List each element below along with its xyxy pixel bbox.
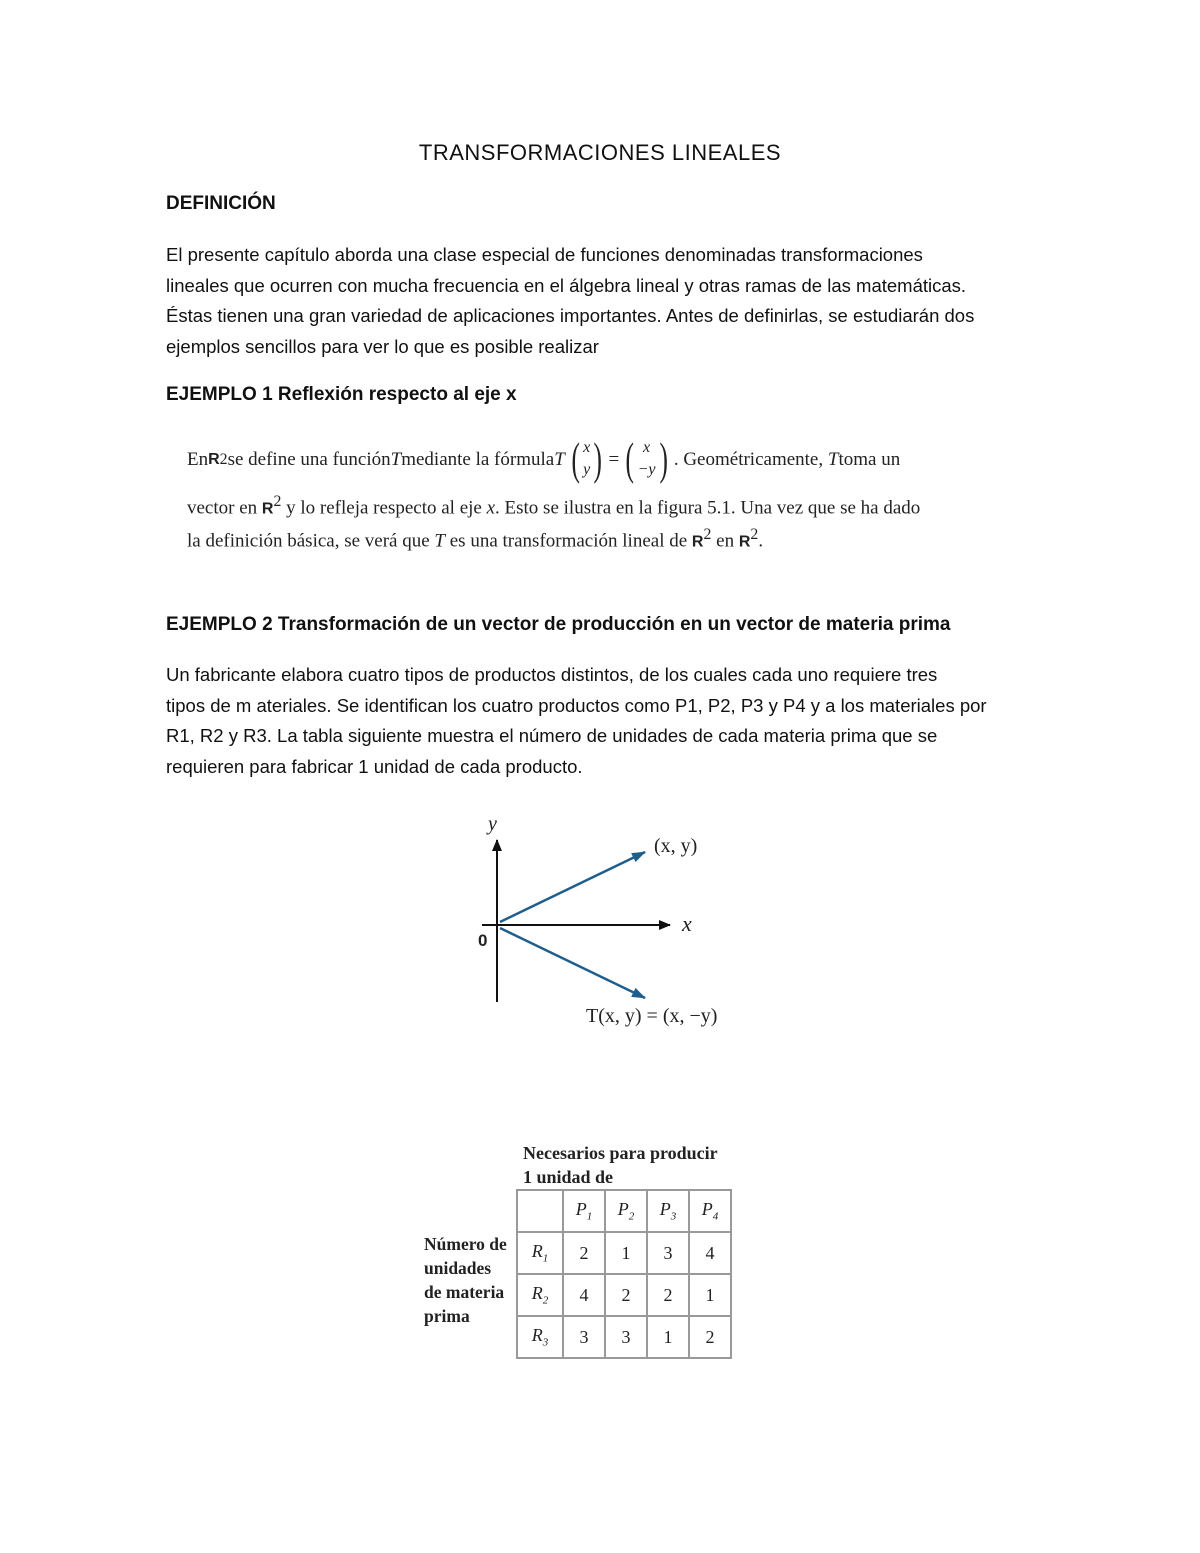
vector-entry: y bbox=[583, 461, 591, 478]
row-header-cell: $R_1$ bbox=[517, 1232, 563, 1274]
real-numbers-symbol: R bbox=[691, 533, 704, 551]
reflection-diagram bbox=[440, 810, 760, 1040]
example1-line-2 bbox=[187, 485, 987, 518]
reflection-figure bbox=[440, 810, 760, 1045]
definition-line: ejemplos sencillos para ver lo que es posible realizar bbox=[166, 335, 599, 357]
table-cell: 3 bbox=[605, 1316, 647, 1358]
text-segment: mediante la fórmula bbox=[401, 448, 555, 470]
example2-heading: EJEMPLO 2 Transformación de un vector de producción en un vector de materia prima bbox=[166, 614, 951, 635]
table-header-row bbox=[517, 1190, 731, 1232]
table-cell: 1 bbox=[605, 1232, 647, 1274]
math-symbol: T bbox=[390, 448, 402, 470]
row-header-line: unidades bbox=[424, 1258, 492, 1278]
y-axis-label: y bbox=[488, 813, 497, 835]
vector-xy bbox=[500, 852, 645, 922]
example2-paragraph bbox=[166, 660, 1046, 782]
table-row bbox=[517, 1274, 731, 1316]
table-cell: 2 bbox=[689, 1316, 731, 1358]
text-segment: la definición básica, se verá que bbox=[187, 530, 435, 552]
column-header-line: 1 unidad de bbox=[523, 1167, 614, 1187]
text-segment: se define una función bbox=[227, 448, 391, 470]
example2-line: tipos de m ateriales. Se identifican los cuatro productos como P1, P2, P3 y P4 y a los materiales por bbox=[166, 694, 987, 716]
definition-line: lineales que ocurren con mucha frecuencia en el álgebra lineal y otras ramas de las matemáticas. bbox=[166, 274, 967, 296]
text-segment: . Esto se ilustra en la figura 5.1. Una vez que se ha dado bbox=[495, 497, 921, 519]
definition-line: El presente capítulo aborda una clase especial de funciones denominadas transformaciones bbox=[166, 244, 923, 265]
table-cell: 2 bbox=[563, 1232, 605, 1274]
superscript: 2 bbox=[219, 450, 228, 468]
table-cell: 1 bbox=[647, 1316, 689, 1358]
column-header-cell: $P_2$ bbox=[605, 1190, 647, 1232]
equals-sign: = bbox=[608, 448, 620, 470]
definition-line: Éstas tienen una gran variedad de aplicaciones importantes. Antes de definirlas, se estudiarán dos bbox=[166, 305, 975, 326]
text-segment: . bbox=[758, 530, 764, 552]
real-numbers-symbol: R bbox=[208, 450, 220, 468]
raw-materials-table bbox=[516, 1189, 732, 1359]
definition-heading: DEFINICIÓN bbox=[166, 193, 276, 214]
example1-heading: EJEMPLO 1 Reflexión respecto al eje x bbox=[166, 384, 517, 405]
text-segment: vector en bbox=[187, 497, 262, 519]
vector-entry: −y bbox=[637, 461, 656, 478]
table-row bbox=[517, 1316, 731, 1358]
input-vector: ( x y ) bbox=[571, 433, 603, 484]
table-cell: 1 bbox=[689, 1274, 731, 1316]
table-column-header bbox=[523, 1141, 718, 1189]
table-cell: 4 bbox=[689, 1232, 731, 1274]
text-segment: . Geométricamente, bbox=[673, 448, 824, 470]
vector-entry: x bbox=[583, 439, 591, 456]
point-label: (x, y) bbox=[654, 835, 698, 857]
row-header-line: de materia bbox=[424, 1282, 505, 1302]
text-segment: y lo refleja respecto al eje bbox=[281, 497, 487, 519]
table-corner-cell bbox=[517, 1190, 563, 1232]
row-header-line: prima bbox=[424, 1306, 470, 1326]
example2-line: requieren para fabricar 1 unidad de cada producto. bbox=[166, 755, 583, 777]
definition-paragraph bbox=[166, 240, 1046, 362]
row-header-cell: $R_2$ bbox=[517, 1274, 563, 1316]
superscript: 2 bbox=[703, 526, 712, 543]
x-axis-label: x bbox=[682, 911, 692, 936]
vector-entry: x bbox=[642, 439, 651, 456]
text-segment: toma un bbox=[838, 448, 901, 470]
vector-reflected bbox=[500, 928, 645, 998]
example1-line-3 bbox=[187, 518, 987, 551]
page-title: TRANSFORMACIONES LINEALES bbox=[418, 140, 782, 165]
origin-label: 0 bbox=[478, 931, 488, 950]
text-segment: en bbox=[711, 530, 739, 552]
real-numbers-symbol: R bbox=[738, 533, 751, 551]
table-cell: 4 bbox=[563, 1274, 605, 1316]
table-row bbox=[517, 1232, 731, 1274]
table-cell: 2 bbox=[647, 1274, 689, 1316]
math-symbol: T bbox=[554, 448, 565, 470]
column-header-cell: $P_4$ bbox=[689, 1190, 731, 1232]
math-symbol: x bbox=[486, 497, 496, 519]
table-cell: 2 bbox=[605, 1274, 647, 1316]
image-label: T(x, y) = (x, −y) bbox=[586, 1005, 718, 1027]
table-cell: 3 bbox=[647, 1232, 689, 1274]
superscript: 2 bbox=[273, 493, 282, 510]
math-symbol: T bbox=[827, 448, 839, 470]
table-cell: 3 bbox=[563, 1316, 605, 1358]
row-header-line: Número de bbox=[424, 1234, 507, 1254]
example2-line: Un fabricante elabora cuatro tipos de productos distintos, de los cuales cada uno requiere tres bbox=[166, 664, 938, 685]
math-symbol: T bbox=[434, 530, 445, 552]
column-header-cell: $P_1$ bbox=[563, 1190, 605, 1232]
output-vector: ( x −y ) bbox=[625, 433, 668, 484]
text-segment: En bbox=[187, 448, 209, 470]
real-numbers-symbol: R bbox=[261, 500, 274, 518]
example1-text bbox=[187, 433, 987, 551]
column-header-line: Necesarios para producir bbox=[523, 1143, 718, 1163]
table-row-header bbox=[424, 1232, 507, 1328]
text-segment: es una transformación lineal de bbox=[445, 530, 692, 552]
example1-line-1 bbox=[187, 433, 987, 485]
superscript: 2 bbox=[750, 526, 759, 543]
column-header-cell: $P_3$ bbox=[647, 1190, 689, 1232]
row-header-cell: $R_3$ bbox=[517, 1316, 563, 1358]
example2-line: R1, R2 y R3. La tabla siguiente muestra el número de unidades de cada materia prima que se bbox=[166, 725, 938, 746]
